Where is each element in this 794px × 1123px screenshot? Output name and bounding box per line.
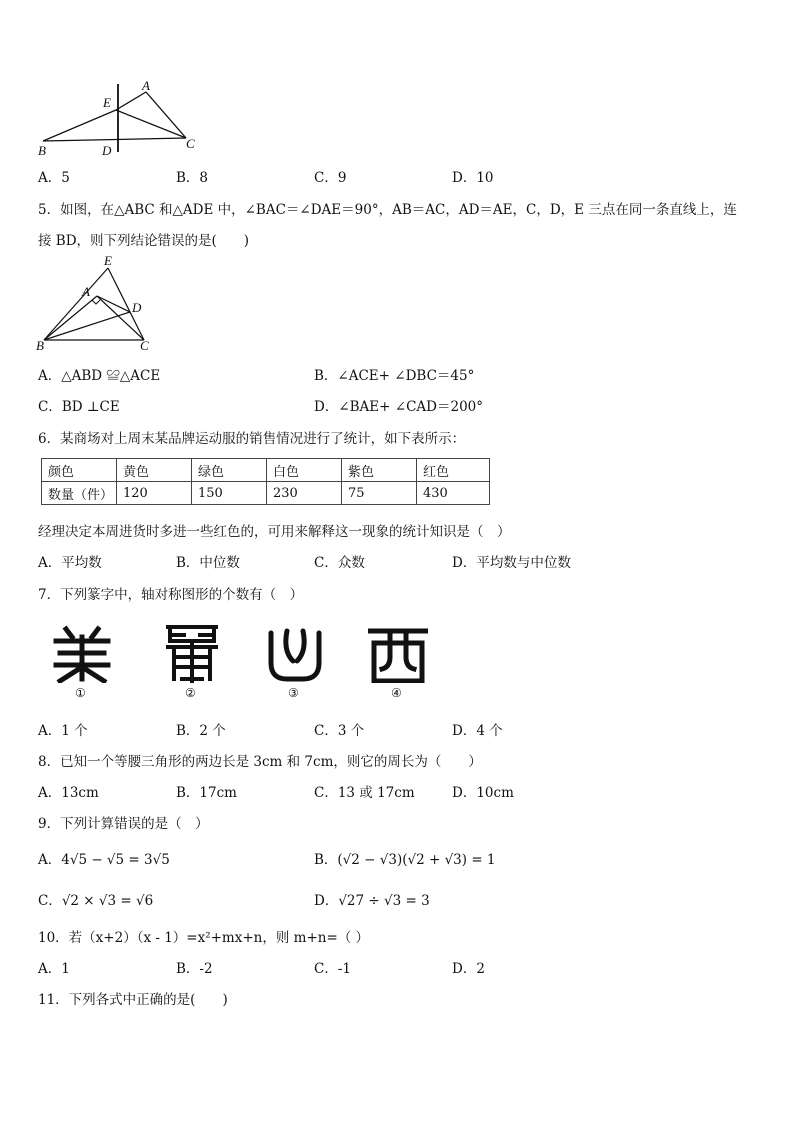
fig5-label-C: C	[140, 338, 149, 353]
table-cell: 绿色	[192, 459, 267, 482]
q9-option-c: C．√2 × √3 = √6	[38, 893, 154, 909]
table-cell: 白色	[267, 459, 342, 482]
q8-option-d: D．10cm	[452, 785, 514, 801]
q10-option-b: B．-2	[176, 961, 213, 977]
q5-stem-line2: 接 BD，则下列结论错误的是( )	[38, 233, 250, 249]
q8-option-b: B．17cm	[176, 785, 237, 801]
q10-stem: 10．若（x+2）（x - 1）=x²+mx+n，则 m+n=（ ）	[38, 930, 370, 946]
seal-character-3	[265, 623, 325, 683]
q6-question: 经理决定本周进货时多进一些红色的，可用来解释这一现象的统计知识是（ ）	[38, 524, 511, 540]
q9-option-a: A．4√5 − √5 = 3√5	[38, 852, 170, 868]
fig4-label-D: D	[102, 143, 112, 158]
q6-option-c: C．众数	[314, 555, 365, 571]
table-cell: 75	[342, 482, 417, 505]
table-row	[42, 482, 490, 505]
sales-table	[41, 458, 490, 505]
q5-figure	[34, 252, 154, 354]
q9-option-b: B．(√2 − √3)(√2 + √3) = 1	[314, 852, 496, 868]
q6-stem: 6．某商场对上周末某品牌运动服的销售情况进行了统计，如下表所示：	[38, 431, 466, 447]
q7-option-c: C．3 个	[314, 723, 365, 739]
q5-option-a: A．△ABD ≌△ACE	[38, 368, 161, 384]
q10-option-d: D．2	[452, 961, 485, 977]
q5-option-b: B．∠ACE+ ∠DBC＝45°	[314, 368, 475, 384]
seal-character-4	[368, 623, 428, 683]
q8-stem: 8．已知一个等腰三角形的两边长是 3cm 和 7cm，则它的周长为（ ）	[38, 754, 482, 770]
fig4-label-C: C	[186, 136, 195, 151]
q10-option-c: C．-1	[314, 961, 351, 977]
seal-character-1	[52, 623, 112, 683]
table-cell: 430	[417, 482, 490, 505]
table-cell: 数量（件）	[42, 482, 117, 505]
q5-option-c: C．BD ⊥CE	[38, 399, 120, 415]
q10-option-a: A．1	[38, 961, 70, 977]
fig5-label-B: B	[36, 338, 44, 353]
seal-mark-2: ②	[185, 686, 196, 700]
q4-option-b: B．8	[176, 170, 209, 186]
seal-mark-1: ①	[75, 686, 86, 700]
fig4-label-B: B	[38, 143, 46, 158]
q6-option-d: D．平均数与中位数	[452, 555, 571, 571]
q7-option-d: D．4 个	[452, 723, 503, 739]
q4-figure	[36, 76, 206, 158]
fig4-label-A: A	[142, 78, 150, 93]
seal-character-2	[162, 623, 222, 683]
table-cell: 230	[267, 482, 342, 505]
fig5-label-E: E	[104, 253, 112, 268]
q4-option-d: D．10	[452, 170, 494, 186]
table-cell: 120	[117, 482, 192, 505]
q5-stem-line1: 5．如图，在△ABC 和△ADE 中，∠BAC＝∠DAE＝90°，AB＝AC，AD＝AE，C，D，E 三点在同一条直线上，连	[38, 202, 737, 218]
q4-option-c: C．9	[314, 170, 347, 186]
seal-mark-4: ④	[391, 686, 402, 700]
seal-mark-3: ③	[288, 686, 299, 700]
q7-option-b: B．2 个	[176, 723, 226, 739]
fig5-label-A: A	[82, 284, 90, 299]
q7-stem: 7．下列篆字中，轴对称图形的个数有（ ）	[38, 587, 304, 603]
q9-option-d: D．√27 ÷ √3 = 3	[314, 893, 430, 909]
fig5-label-D: D	[132, 300, 142, 315]
table-row	[42, 459, 490, 482]
q9-stem: 9．下列计算错误的是（ ）	[38, 816, 209, 832]
table-cell: 黄色	[117, 459, 192, 482]
table-cell: 紫色	[342, 459, 417, 482]
table-cell: 颜色	[42, 459, 117, 482]
q6-option-b: B．中位数	[176, 555, 240, 571]
q8-option-c: C．13 或 17cm	[314, 785, 415, 801]
q11-stem: 11．下列各式中正确的是( )	[38, 992, 228, 1008]
table-cell: 150	[192, 482, 267, 505]
q8-option-a: A．13cm	[38, 785, 99, 801]
q7-option-a: A．1 个	[38, 723, 88, 739]
q4-option-a: A．5	[38, 170, 70, 186]
q5-option-d: D．∠BAE+ ∠CAD＝200°	[314, 399, 483, 415]
q6-option-a: A．平均数	[38, 555, 102, 571]
table-cell: 红色	[417, 459, 490, 482]
fig4-label-E: E	[103, 95, 111, 110]
